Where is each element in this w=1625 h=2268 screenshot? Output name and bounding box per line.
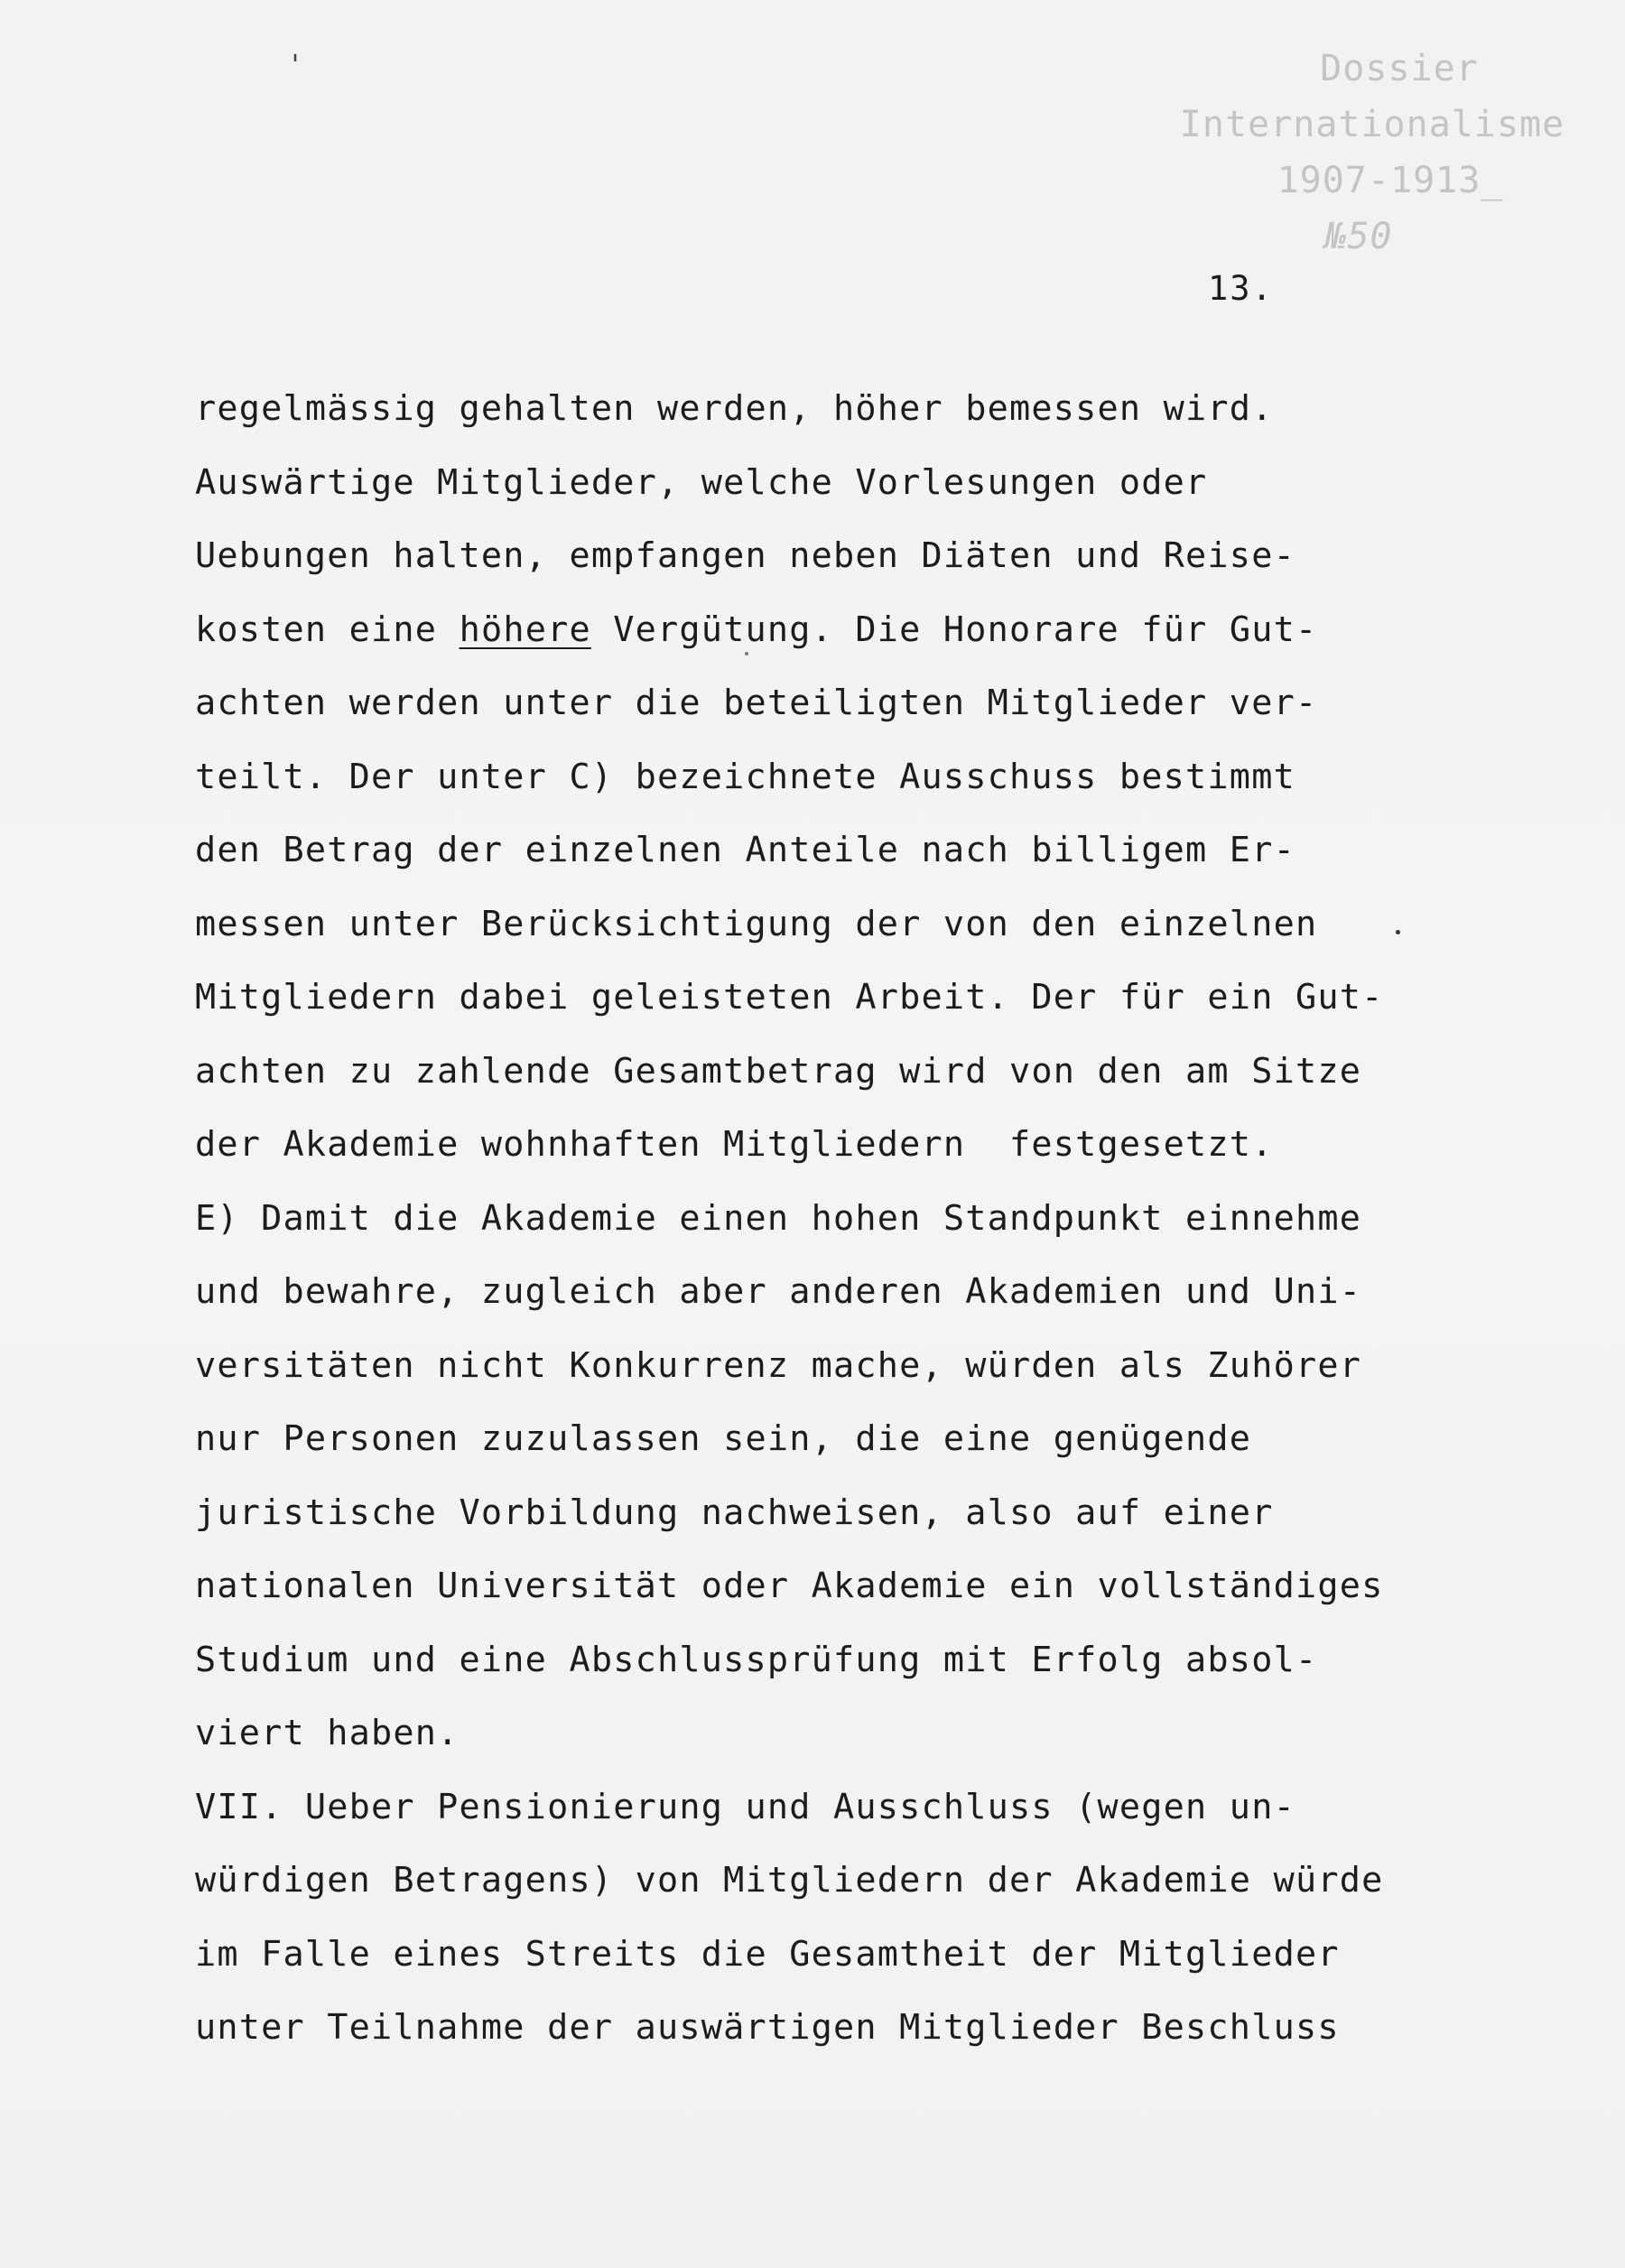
text-line: messen unter Berücksichtigung der von den einzelnen bbox=[195, 903, 1318, 944]
text-line: juristische Vorbildung nachweisen, also auf einer bbox=[195, 1492, 1274, 1533]
text-line: Mitgliedern dabei geleisteten Arbeit. Der für ein Gut- bbox=[195, 977, 1384, 1018]
text-line: Auswärtige Mitglieder, welche Vorlesungen oder bbox=[195, 461, 1208, 503]
text-line: der Akademie wohnhaften Mitgliedern festgesetzt. bbox=[195, 1124, 1274, 1165]
text-segment: kosten eine bbox=[195, 609, 460, 650]
text-line: unter Teilnahme der auswärtigen Mitglieder Beschluss bbox=[195, 2007, 1340, 2048]
text-line: nur Personen zuzulassen sein, die eine genügende bbox=[195, 1418, 1252, 1459]
typed-body-text bbox=[195, 372, 1441, 2065]
underlined-word: höhere bbox=[459, 609, 591, 650]
stamp-line-number: №50 bbox=[1324, 216, 1393, 257]
text-line: würdigen Betragens) von Mitgliedern der Akademie würde bbox=[195, 1860, 1384, 1901]
text-line bbox=[195, 593, 1441, 667]
margin-mark: ' bbox=[287, 50, 304, 81]
archive-stamp bbox=[1156, 41, 1589, 265]
text-line: Uebungen halten, empfangen neben Diäten und Reise- bbox=[195, 535, 1295, 576]
text-line: den Betrag der einzelnen Anteile nach billigem Er- bbox=[195, 830, 1295, 870]
text-line: regelmässig gehalten werden, höher bemessen wird. bbox=[195, 388, 1274, 429]
text-segment: Vergütung. Die Honorare für Gut- bbox=[590, 609, 1318, 650]
text-line: achten werden unter die beteiligten Mitglieder ver- bbox=[195, 683, 1318, 723]
text-line: versitäten nicht Konkurrenz mache, würden als Zuhörer bbox=[195, 1344, 1362, 1386]
text-line: Studium und eine Abschlussprüfung mit Erfolg absol- bbox=[195, 1639, 1318, 1680]
text-line: nationalen Universität oder Akademie ein vollständiges bbox=[195, 1566, 1384, 1606]
text-line: viert haben. bbox=[195, 1713, 460, 1753]
stamp-line-dossier: Dossier bbox=[1320, 48, 1479, 89]
text-line: VII. Ueber Pensionierung und Ausschluss (wegen un- bbox=[195, 1786, 1295, 1827]
text-line: im Falle eines Streits die Gesamtheit der Mitglieder bbox=[195, 1933, 1340, 1975]
text-line: teilt. Der unter C) bezeichnete Ausschuss bestimmt bbox=[195, 756, 1295, 797]
text-line: achten zu zahlende Gesamtbetrag wird von den am Sitze bbox=[195, 1050, 1362, 1092]
text-line: und bewahre, zugleich aber anderen Akademien und Uni- bbox=[195, 1271, 1362, 1312]
stamp-line-years: 1907-1913_ bbox=[1277, 160, 1504, 201]
text-line: E) Damit die Akademie einen hohen Standpunkt einnehme bbox=[195, 1197, 1362, 1239]
page-number: 13. bbox=[1208, 269, 1274, 308]
stamp-line-collection: Internationalisme bbox=[1179, 104, 1565, 145]
